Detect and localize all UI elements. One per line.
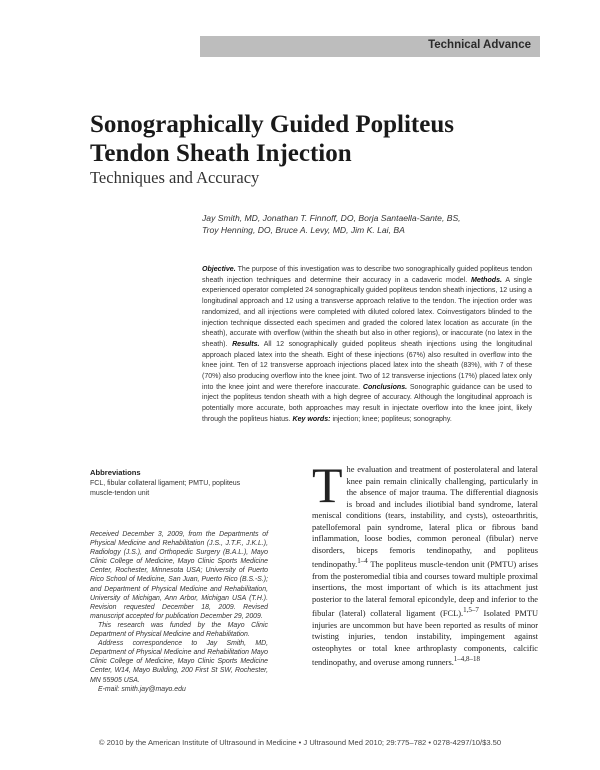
abbreviations-text: FCL, fibular collateral ligament; PMTU, popliteus muscle-tendon unit xyxy=(90,480,241,497)
objective-label: Objective. xyxy=(202,266,236,273)
citation-1: 1–4 xyxy=(357,557,368,566)
methods-label: Methods. xyxy=(471,276,502,284)
body-text xyxy=(312,457,539,669)
methods-text: A single experienced operator completed 24 sonographically guided popliteus tendon sheath injections, 12 using a longitudinal approach and 12 using a transverse approach relative to the tendon. The injection order was randomized, and all injections were completed with diluted colored latex. Coinvestigators blinded to the injection technique dissected each specimen and graded the colored latex location as accurate (in the sheath), accurate with overflow (within the sheath but also in other regions), or inaccurate (no latex in the sheath). xyxy=(202,276,532,348)
received-paragraph: Received December 3, 2009, from the Departments of Physical Medicine and Rehabilitation (J.S., J.T.F., J.K.L.), Radiology (J.S.), and Orthopedic Surgery (B.A.L.), Mayo Clinic College of Medicine, Mayo Clinic Sports Medicine Center, Rochester, Minnesota USA; University of Puerto Rico School of Medicine, San Juan, Puerto Rico (B.S.-S.); and Department of Physical Medicine and Rehabilitation, University of Michigan, Ann Arbor, Michigan USA (T.H.). Revision requested December 18, 2009. Revised manuscript accepted for publication December 29, 2009. xyxy=(90,531,268,620)
body-text-part-3: Isolated PMTU injuries are uncommon but have been reported as results of minor twisting injuries, tendon instability, impingement against osteophytes or total knee arthroplasty components, calcific tendinopathy, and overuse among runners. xyxy=(312,609,539,668)
page-footer: © 2010 by the American Institute of Ultrasound in Medicine • J Ultrasound Med 2010; 29:775–782 • 0278-4297/10/$3.50 xyxy=(98,738,502,747)
article-title xyxy=(90,110,530,168)
article-subtitle: Techniques and Accuracy xyxy=(90,168,260,187)
abbreviations-title: Abbreviations xyxy=(90,468,141,477)
email-line: E-mail: smith.jay@mayo.edu xyxy=(98,685,186,693)
title-line-2: Tendon Sheath Injection xyxy=(90,140,352,167)
author-line-1: Jay Smith, MD, Jonathan T. Finnoff, DO, Borja Santaella-Sante, BS, xyxy=(202,213,461,223)
received-notes xyxy=(90,530,268,694)
title-line-1: Sonographically Guided Popliteus xyxy=(90,111,454,138)
conclusions-text: Sonographic guidance can be used to inject the popliteus tendon sheath with a high degree of accuracy. Although the longitudinal approach is potentially more accurate, both approaches may result in injectate overflow into the knee joint, likely through the popliteus hiatus. xyxy=(202,383,532,423)
funding-paragraph: This research was funded by the Mayo Clinic Department of Physical Medicine and Rehabilitation. xyxy=(90,621,268,639)
keywords-text: injection; knee; popliteus; sonography. xyxy=(330,415,452,423)
results-label: Results. xyxy=(232,340,260,348)
correspondence-paragraph: Address correspondence to Jay Smith, MD, Department of Physical Medicine and Rehabilitation Mayo Clinic College of Medicine, Mayo Clinic Sports Medicine Center, W14, Mayo Building, 200 First St SW, Rochester, MN 55905 USA. xyxy=(90,640,268,684)
abstract xyxy=(202,265,532,426)
section-header-bar xyxy=(200,36,540,57)
body-text-part-2: The popliteus muscle-tendon unit (PMTU) arises from the posteromedial tibia and courses toward multiple proximal insertions, the most important of which is its attachment just posterior to the lateral femoral epicondyle, deep and inferior to the fibular (lateral) collateral ligament (FCL). xyxy=(312,560,538,619)
author-list xyxy=(202,212,542,236)
objective-text: The purpose of this investigation was to describe two sonographically guided popliteus tendon sheath injection techniques and determine their accuracy in a cadaveric model. xyxy=(202,266,532,284)
keywords-label: Key words: xyxy=(292,415,331,423)
citation-2: 1,5–7 xyxy=(463,606,479,615)
results-text: All 12 sonographically guided popliteus sheath injections using the longitudinal approach placed latex into the sheath. Eight of these injections (67%) also resulted in overflow into the knee joint. Ten of 12 transverse approach injections placed latex into the sheath (83%), with 7 of these (70%) also producing overflow into the knee joint. Two of 12 transverse injections (17%) placed latex only into the knee joint and were therefore inaccurate. xyxy=(202,340,533,391)
author-line-2: Troy Henning, DO, Bruce A. Levy, MD, Jim K. Lai, BA xyxy=(202,225,405,235)
section-label: Technical Advance xyxy=(428,39,531,51)
citation-3: 1–4,8–18 xyxy=(453,655,480,664)
drop-cap: T xyxy=(312,457,343,513)
conclusions-label: Conclusions. xyxy=(362,383,408,391)
body-text-part-1: he evaluation and treatment of posterolateral and lateral knee pain remain clinically challenging, particularly in the absence of major trauma. The differential diagnosis is broad and includes iliotibial band syndrome, lateral meniscal conditions (tears, instability, and cysts), osteoarthritis, patellofemoral pain syndrome, lateral plica or fibrous band inflammation, loose bodies, common peroneal (fibular) nerve disorders, biceps femoris tendinopathy, and popliteus tendinopathy. xyxy=(312,465,538,570)
